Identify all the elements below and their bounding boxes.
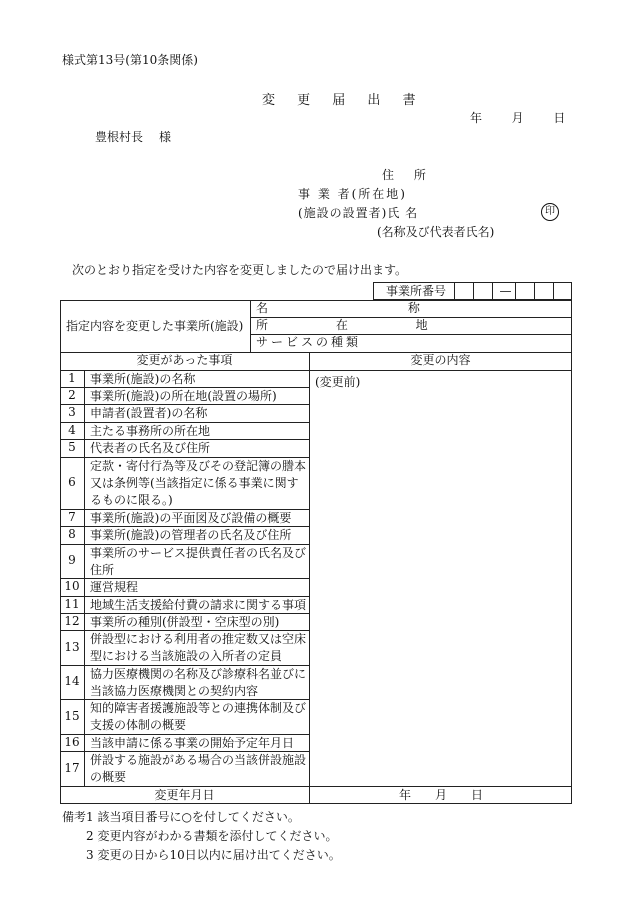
document-title: 変 更 届 出 書: [262, 93, 425, 108]
item-number[interactable]: 8: [68, 527, 76, 541]
item-text: 併設する施設がある場合の当該併設施設: [90, 753, 307, 767]
office-number-dash: —: [499, 284, 512, 298]
item-number[interactable]: 5: [68, 440, 76, 454]
change-date-label: 変更年月日: [154, 788, 215, 802]
changed-office-label: 指定内容を変更した事業所(施設): [66, 319, 244, 333]
changed-items-header: 変更があった事項: [136, 353, 233, 367]
item-text: 又は条例等(当該指定に係る事業に関す: [90, 476, 299, 490]
note-1: 備考1 該当項目番号に○を付してください。: [62, 810, 300, 824]
form-number: 様式第13号(第10条関係): [62, 53, 198, 67]
item-number[interactable]: 14: [64, 674, 80, 688]
item-number[interactable]: 6: [68, 475, 76, 489]
addressee-name: 豊根村長: [95, 130, 144, 144]
office-number-label: 事業所番号: [386, 284, 447, 298]
item-text: 代表者の氏名及び住所: [90, 441, 211, 455]
item-text: 事業所の種別(併設型・空床型の別): [90, 615, 280, 629]
item-text: 事業所(施設)の管理者の氏名及び住所: [90, 528, 292, 542]
change-content-header: 変更の内容: [410, 353, 471, 367]
office-number-digit[interactable]: [554, 283, 571, 299]
addressee: [95, 128, 171, 145]
item-text: 事業所(施設)の平面図及び設備の概要: [90, 511, 292, 525]
item-text: 事業所(施設)の名称: [90, 372, 196, 386]
item-text: 型における当該施設の入所者の定員: [90, 649, 283, 663]
address-label: 住 所: [382, 168, 434, 182]
item-text: 運営規程: [90, 580, 139, 594]
item-text: 支援の体制の概要: [90, 718, 187, 732]
name-note: (名称及び代表者氏名): [377, 225, 495, 239]
intro-text: 次のとおり指定を受けた内容を変更しましたので届け出ます。: [72, 263, 408, 277]
item-text: 住所: [90, 563, 115, 577]
change-content-field[interactable]: [312, 392, 568, 784]
item-text: 地域生活支援給付費の請求に関する事項: [90, 598, 307, 612]
office-number-digit[interactable]: [535, 283, 553, 299]
item-number[interactable]: 10: [64, 579, 80, 593]
item-text: るものに限る。): [90, 493, 173, 507]
change-date-year: 年: [399, 788, 412, 802]
change-date-month: 月: [435, 788, 448, 802]
office-number-digit[interactable]: [516, 283, 534, 299]
note-2: 2 変更内容がわかる書類を添付してください。: [86, 829, 338, 843]
office-location-label: 所 在 地: [256, 318, 460, 332]
item-text: の概要: [90, 770, 127, 784]
item-text: 当該申請に係る事業の開始予定年月日: [90, 736, 295, 750]
establisher-name-label: (施設の設置者)氏 名: [298, 206, 419, 220]
note-3: 3 変更の日から10日以内に届け出てください。: [86, 848, 341, 862]
item-number[interactable]: 9: [68, 553, 76, 567]
office-number-digit[interactable]: [455, 283, 473, 299]
item-text: 定款・寄付行為等及びその登記簿の謄本: [90, 459, 307, 473]
date-year-label: 年: [470, 111, 483, 125]
addressee-honorific: 様: [159, 130, 172, 144]
office-name-field[interactable]: [358, 301, 570, 316]
office-location-field[interactable]: [358, 318, 570, 333]
item-number[interactable]: 7: [68, 510, 76, 524]
item-text: 併設型における利用者の推定数又は空床: [90, 632, 307, 646]
item-number[interactable]: 17: [64, 761, 80, 775]
change-date-day: 日: [471, 788, 484, 802]
item-number[interactable]: 13: [64, 640, 80, 654]
item-number[interactable]: 16: [64, 735, 80, 749]
item-text: 知的障害者援護施設等との連携体制及び: [90, 701, 307, 715]
item-text: 事業所(施設)の所在地(設置の場所): [90, 389, 277, 403]
item-number[interactable]: 2: [68, 388, 76, 402]
date-month-label: 月: [511, 111, 524, 125]
office-name-label: 名 称: [256, 301, 488, 315]
item-number[interactable]: 15: [64, 709, 80, 723]
item-text: 当該協力医療機関との契約内容: [90, 684, 259, 698]
seal-mark: 印: [541, 203, 559, 221]
office-number-digit[interactable]: [474, 283, 492, 299]
item-number[interactable]: 3: [68, 405, 76, 419]
item-text: 主たる事務所の所在地: [90, 424, 211, 438]
date-line: [470, 109, 565, 126]
item-text: 事業所のサービス提供責任者の氏名及び: [90, 546, 307, 560]
date-day-label: 日: [553, 111, 566, 125]
service-type-field[interactable]: [358, 335, 570, 350]
before-change-label: (変更前): [315, 375, 361, 389]
item-number[interactable]: 11: [64, 597, 80, 611]
item-number[interactable]: 12: [64, 614, 80, 628]
item-text: 協力医療機関の名称及び診療科名並びに: [90, 667, 307, 681]
item-number[interactable]: 4: [68, 423, 76, 437]
item-text: 申請者(設置者)の名称: [90, 406, 208, 420]
item-number[interactable]: 1: [68, 371, 76, 385]
service-type-label: サービスの種類: [256, 335, 362, 349]
business-operator-label: 事 業 者(所在地): [298, 187, 407, 201]
